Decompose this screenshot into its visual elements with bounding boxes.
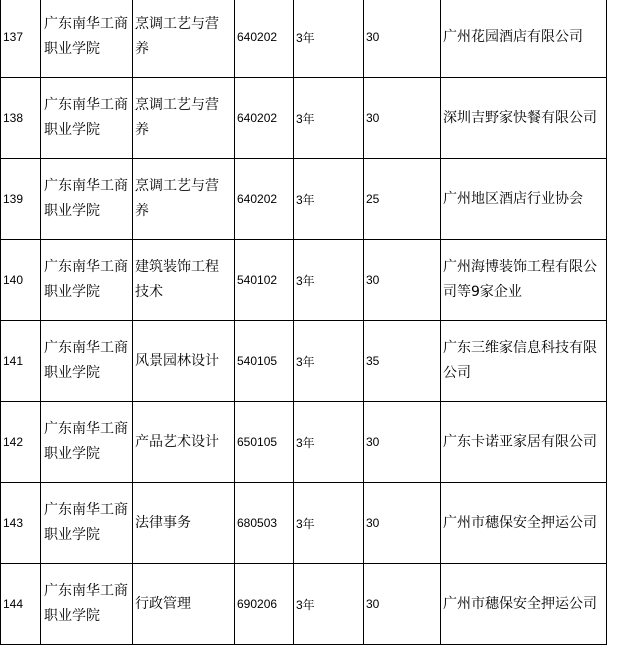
enrollment-count-cell: 30 — [364, 402, 441, 483]
row-number-cell: 142 — [1, 402, 41, 483]
partner-company-cell: 广东三维家信息科技有限公司 — [441, 321, 607, 402]
major-name-cell: 烹调工艺与营养 — [133, 0, 235, 78]
partner-company-cell: 广州海博装饰工程有限公司等9家企业 — [441, 240, 607, 321]
duration-cell: 3年 — [294, 321, 364, 402]
school-name-cell: 广东南华工商职业学院 — [41, 564, 133, 645]
school-name-cell: 广东南华工商职业学院 — [41, 402, 133, 483]
duration-cell: 3年 — [294, 0, 364, 78]
partner-company-cell: 广州市穗保安全押运公司 — [441, 483, 607, 564]
major-code-cell: 690206 — [235, 564, 294, 645]
school-name-cell: 广东南华工商职业学院 — [41, 483, 133, 564]
row-number-cell: 141 — [1, 321, 41, 402]
duration-cell: 3年 — [294, 159, 364, 240]
enrollment-count-cell: 30 — [364, 564, 441, 645]
major-name-cell: 风景园林设计 — [133, 321, 235, 402]
row-number-cell: 143 — [1, 483, 41, 564]
partner-company-cell: 广州市穗保安全押运公司 — [441, 564, 607, 645]
partner-company-cell: 广州地区酒店行业协会 — [441, 159, 607, 240]
enrollment-count-cell: 30 — [364, 483, 441, 564]
table-row — [1, 483, 607, 564]
major-name-cell: 烹调工艺与营养 — [133, 159, 235, 240]
major-name-cell: 烹调工艺与营养 — [133, 78, 235, 159]
enrollment-count-cell: 30 — [364, 240, 441, 321]
partner-company-cell: 广东卡诺亚家居有限公司 — [441, 402, 607, 483]
row-number-cell: 138 — [1, 78, 41, 159]
school-name-cell: 广东南华工商职业学院 — [41, 159, 133, 240]
major-code-cell: 640202 — [235, 0, 294, 78]
enrollment-count-cell: 30 — [364, 0, 441, 78]
table-row — [1, 321, 607, 402]
school-name-cell: 广东南华工商职业学院 — [41, 0, 133, 78]
row-number-cell: 137 — [1, 0, 41, 78]
table-body — [1, 0, 607, 645]
duration-cell: 3年 — [294, 564, 364, 645]
major-code-cell: 540102 — [235, 240, 294, 321]
row-number-cell: 140 — [1, 240, 41, 321]
major-code-cell: 680503 — [235, 483, 294, 564]
duration-cell: 3年 — [294, 483, 364, 564]
table-row — [1, 159, 607, 240]
row-number-cell: 144 — [1, 564, 41, 645]
partner-company-cell: 深圳吉野家快餐有限公司 — [441, 78, 607, 159]
major-code-cell: 640202 — [235, 159, 294, 240]
school-name-cell: 广东南华工商职业学院 — [41, 321, 133, 402]
major-code-cell: 540105 — [235, 321, 294, 402]
school-name-cell: 广东南华工商职业学院 — [41, 240, 133, 321]
enrollment-count-cell: 30 — [364, 78, 441, 159]
table-row — [1, 0, 607, 78]
duration-cell: 3年 — [294, 78, 364, 159]
row-number-cell: 139 — [1, 159, 41, 240]
major-name-cell: 建筑装饰工程技术 — [133, 240, 235, 321]
enrollment-count-cell: 35 — [364, 321, 441, 402]
partner-company-cell: 广州花园酒店有限公司 — [441, 0, 607, 78]
major-name-cell: 行政管理 — [133, 564, 235, 645]
major-code-cell: 640202 — [235, 78, 294, 159]
table-row — [1, 402, 607, 483]
duration-cell: 3年 — [294, 240, 364, 321]
table-row — [1, 240, 607, 321]
table-row — [1, 564, 607, 645]
duration-cell: 3年 — [294, 402, 364, 483]
school-name-cell: 广东南华工商职业学院 — [41, 78, 133, 159]
major-name-cell: 法律事务 — [133, 483, 235, 564]
major-name-cell: 产品艺术设计 — [133, 402, 235, 483]
major-code-cell: 650105 — [235, 402, 294, 483]
enrollment-count-cell: 25 — [364, 159, 441, 240]
table-row — [1, 78, 607, 159]
